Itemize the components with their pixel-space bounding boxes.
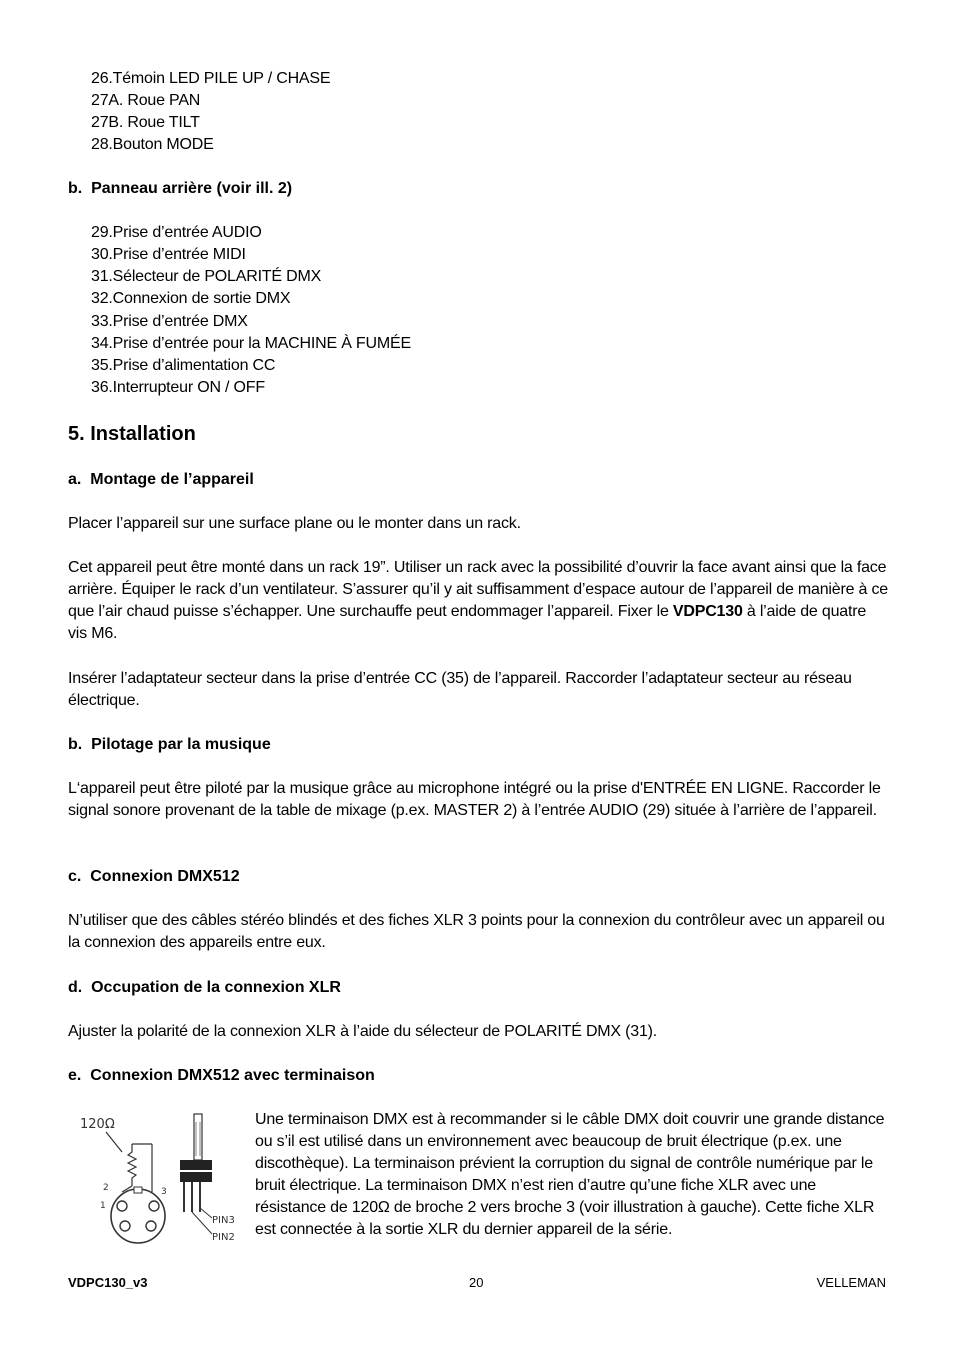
paragraph-rack-mounting	[68, 557, 888, 645]
pin-number: 3	[161, 1187, 167, 1197]
footer-page-number: 20	[469, 1275, 484, 1290]
footer-brand: VELLEMAN	[816, 1275, 886, 1290]
pin3-label: PIN3	[212, 1215, 235, 1226]
paragraph: Placer l’appareil sur une surface plane ou le monter dans un rack.	[68, 515, 521, 532]
paragraph: Insérer l’adaptateur secteur dans la prise d’entrée CC (35) de l’appareil. Raccorder l’adaptateur secteur au réseau électrique.	[68, 670, 852, 709]
section-heading-music-control: b. Pilotage par la musique	[68, 736, 271, 753]
xlr-connector-icon	[111, 1189, 165, 1243]
section-heading-mounting: a. Montage de l’appareil	[68, 471, 254, 488]
list-item: 31.Sélecteur de POLARITÉ DMX	[91, 268, 322, 285]
paragraph-termination: Une terminaison DMX est à recommander si le câble DMX doit couvrir une grande distance ou s’il est utilisé dans un environnement avec beaucoup de bruit électrique (p.ex. une discothèque). La terminaison prévient la corruption du signal de contrôle numérique par le bruit électrique. La terminaison DMX n’est rien d’autre qu’une fiche XLR avec une résistance de 120Ω de broche 2 vers broche 3 (voir illustration à gauche). Cette fiche XLR est connectée à la sortie XLR du dernier appareil de la série.	[255, 1111, 885, 1238]
list-item: 33.Prise d’entrée DMX	[91, 313, 248, 330]
pin2-label: PIN2	[212, 1232, 235, 1243]
plug-band	[180, 1160, 212, 1170]
pin-callout	[200, 1208, 212, 1218]
paragraph: N’utiliser que des câbles stéréo blindés et des fiches XLR 3 points pour la connexion du contrôleur avec un appareil ou la connexion des appareils entre eux.	[68, 912, 885, 951]
pin-icon	[146, 1221, 156, 1231]
chapter-title-installation: 5. Installation	[68, 423, 196, 445]
list-item: 36.Interrupteur ON / OFF	[91, 379, 265, 396]
list-item: 26.Témoin LED PILE UP / CHASE	[91, 70, 331, 87]
paragraph-text: à l’aide de quatre vis M6.	[68, 603, 867, 642]
xlr-key-notch	[134, 1187, 142, 1193]
paragraph: L‘appareil peut être piloté par la musique grâce au microphone intégré ou la prise d'ENTRÉE EN LIGNE. Raccorder le signal sonore provenant de la table de mixage (p.ex. MASTER 2) à l’entrée AUDIO (29) située à l’arrière de l’appareil.	[68, 780, 881, 819]
section-heading-dmx512: c. Connexion DMX512	[68, 868, 240, 885]
list-item: 27A. Roue PAN	[91, 92, 201, 109]
list-item: 35.Prise d’alimentation CC	[91, 357, 276, 374]
paragraph-text: Cet appareil peut être monté dans un rack 19”. Utiliser un rack avec la possibilité d’ouvrir la face avant ainsi que la face arrière. Équiper le rack d’un ventilateur. S’assurer qu’il y ait suffisamment d’espace autour de l’appareil de manière à ce que l’air chaud puisse s’échapper. Une surchauffe peut endommager l’appareil. Fixer le	[68, 559, 888, 620]
list-item: 27B. Roue TILT	[91, 114, 200, 131]
pin-icon	[149, 1201, 159, 1211]
plug-band	[180, 1172, 212, 1182]
pin-number: 2	[103, 1183, 109, 1193]
resistor-label: 120Ω	[80, 1117, 115, 1132]
list-item: 32.Connexion de sortie DMX	[91, 290, 291, 307]
pin-icon	[120, 1221, 130, 1231]
list-item: 29.Prise d’entrée AUDIO	[91, 224, 262, 241]
section-heading-termination: e. Connexion DMX512 avec terminaison	[68, 1067, 375, 1084]
pin-number: 1	[100, 1201, 106, 1211]
pin-icon	[117, 1201, 127, 1211]
section-heading-xlr: d. Occupation de la connexion XLR	[68, 979, 341, 996]
xlr-termination-figure	[70, 1108, 242, 1250]
section-heading-rear-panel: b. Panneau arrière (voir ill. 2)	[68, 180, 293, 197]
paragraph: Ajuster la polarité de la connexion XLR à l’aide du sélecteur de POLARITÉ DMX (31).	[68, 1023, 658, 1040]
model-name: VDPC130	[672, 603, 743, 620]
resistor-lead	[106, 1132, 122, 1152]
list-item: 30.Prise d’entrée MIDI	[91, 246, 246, 263]
list-item: 28.Bouton MODE	[91, 136, 214, 153]
plug-side-view-icon	[194, 1114, 202, 1160]
resistor-icon	[128, 1144, 136, 1186]
footer-doc-id: VDPC130_v3	[68, 1275, 148, 1290]
list-item: 34.Prise d’entrée pour la MACHINE À FUMÉE	[91, 335, 411, 352]
